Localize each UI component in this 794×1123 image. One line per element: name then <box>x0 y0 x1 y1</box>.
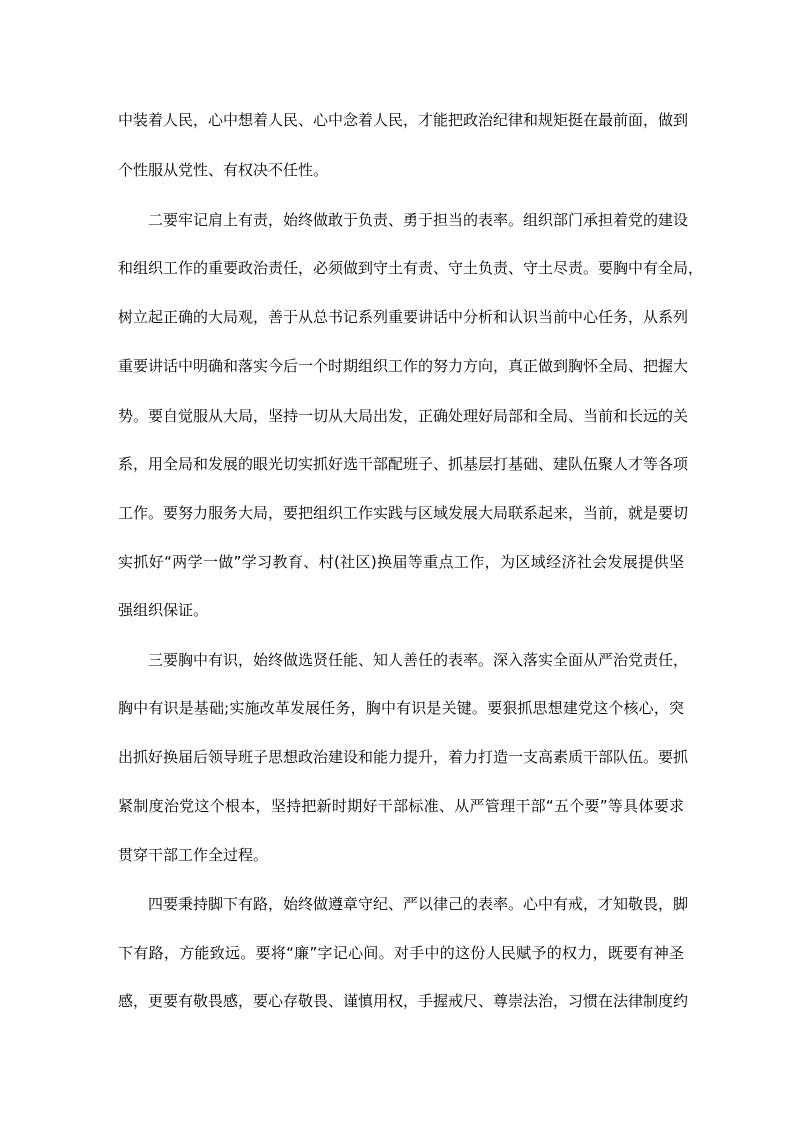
text-line: 系，用全局和发展的眼光切实抓好选干部配班子、抓基层打基础、建队伍聚人才等各项 <box>118 455 689 473</box>
text-line: 下有路，方能致远。要将“廉”字记心间。对手中的这份人民赋予的权力，既要有神圣 <box>118 944 684 962</box>
text-line: 树立起正确的大局观，善于从总书记系列重要讲话中分析和认识当前中心任务，从系列 <box>118 308 689 326</box>
paragraph-start-line: 四要秉持脚下有路，始终做遵章守纪、严以律己的表率。心中有戒，才知敬畏，脚 <box>148 895 689 913</box>
paragraph-start-line: 二要牢记肩上有责，始终做敢于负责、勇于担当的表率。组织部门承担着党的建设 <box>148 211 689 229</box>
text-line: 紧制度治党这个根本，坚持把新时期好干部标准、从严管理干部“五个要”等具体要求 <box>118 797 684 815</box>
paragraph-start-line: 三要胸中有识，始终做选贤任能、知人善任的表率。深入落实全面从严治党责任， <box>148 651 689 669</box>
text-line: 实抓好“两学一做”学习教育、村(社区)换届等重点工作，为区域经济社会发展提供坚 <box>118 553 684 571</box>
text-line: 胸中有识是基础;实施改革发展任务，胸中有识是关键。要狠抓思想建党这个核心，突 <box>118 699 684 717</box>
text-line: 感，更要有敬畏感，要心存敬畏、谨慎用权，手握戒尺、尊崇法治，习惯在法律制度约 <box>118 992 689 1010</box>
text-line: 重要讲话中明确和落实今后一个时期组织工作的努力方向，真正做到胸怀全局、把握大 <box>118 357 689 375</box>
text-line: 贯穿干部工作全过程。 <box>118 846 269 864</box>
text-line: 中装着人民，心中想着人民、心中念着人民，才能把政治纪律和规矩挺在最前面，做到 <box>118 111 689 129</box>
text-line: 个性服从党性、有权决不任性。 <box>118 161 329 179</box>
text-line: 势。要自觉服从大局，坚持一切从大局出发，正确处理好局部和全局、当前和长远的关 <box>118 407 689 425</box>
text-line: 强组织保证。 <box>118 601 209 619</box>
text-line: 工作。要努力服务大局，要把组织工作实践与区域发展大局联系起来，当前，就是要切 <box>118 504 689 522</box>
text-line: 和组织工作的重要政治责任，必须做到守土有责、守土负责、守土尽责。要胸中有全局， <box>118 259 704 277</box>
text-line: 出抓好换届后领导班子思想政治建设和能力提升，着力打造一支高素质干部队伍。要抓 <box>118 748 689 766</box>
